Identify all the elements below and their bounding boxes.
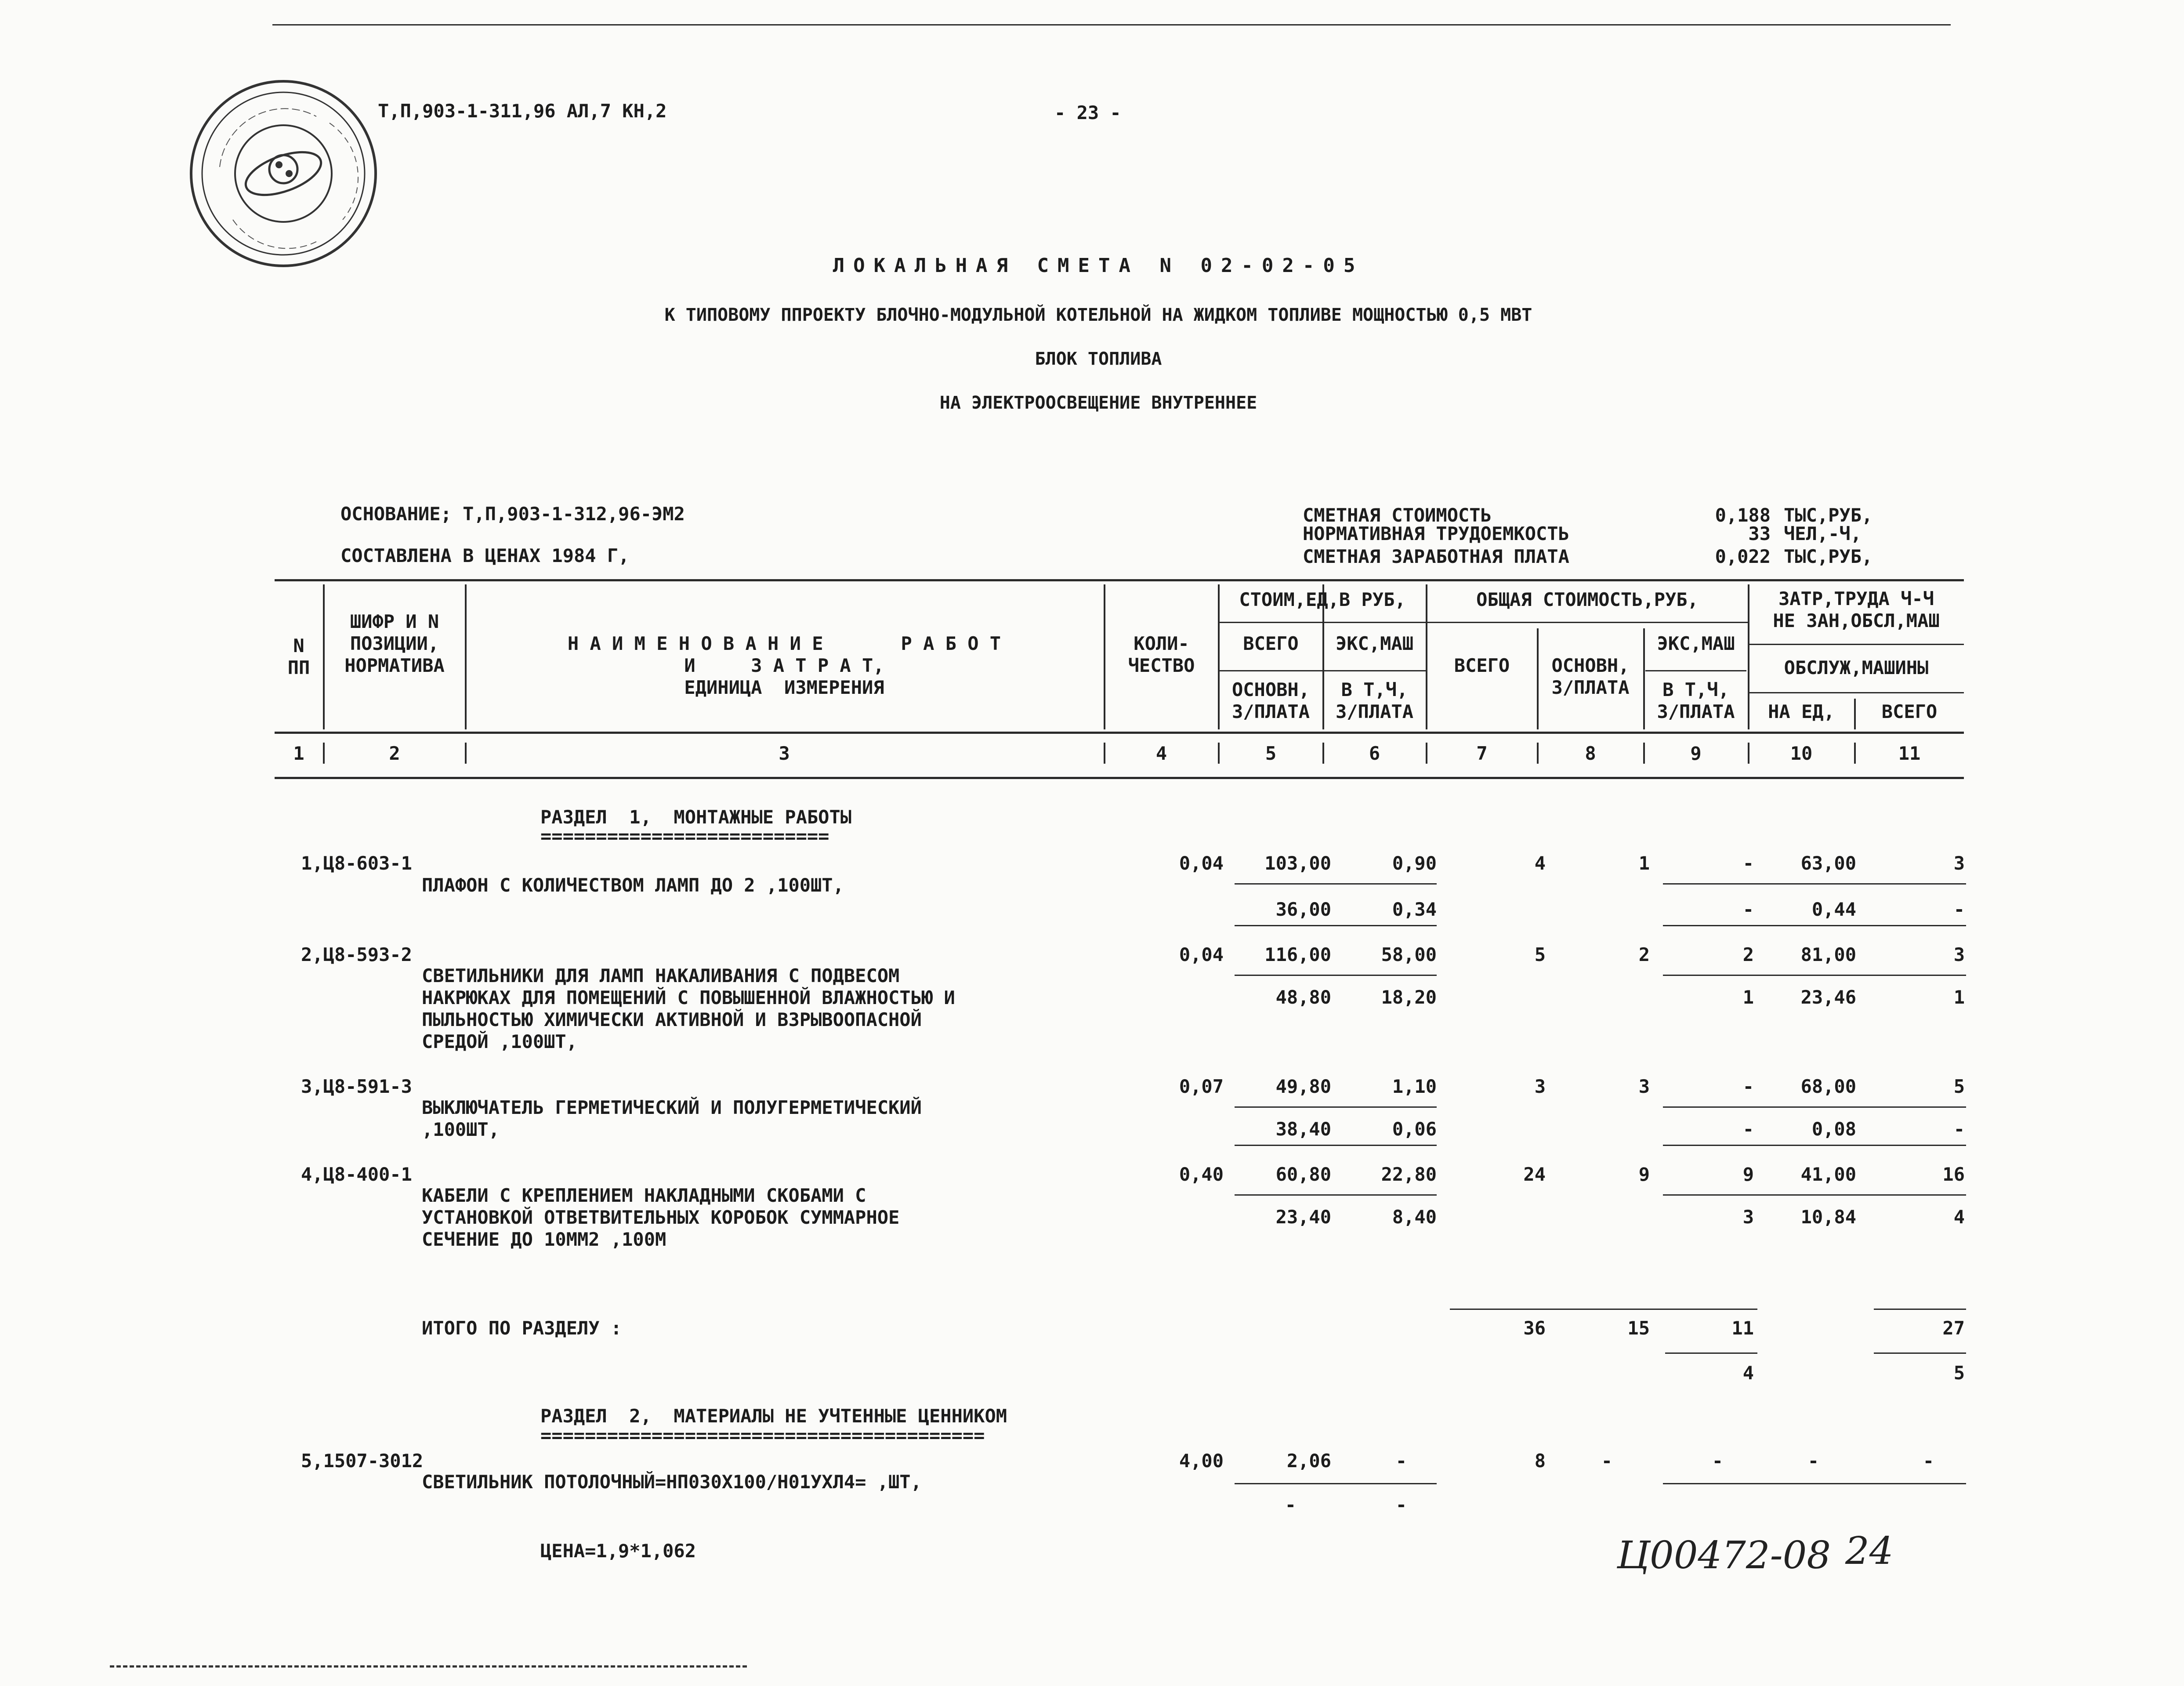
item-unit-machines-wage: - <box>1395 1494 1407 1516</box>
item-machines-wage: 1 <box>1742 986 1754 1008</box>
item-unit-machines-wage: 0,06 <box>1392 1118 1437 1140</box>
page-number: - 23 - <box>1054 102 1121 123</box>
section-title: РАЗДЕЛ 1, МОНТАЖНЫЕ РАБОТЫ <box>540 806 852 828</box>
item-total: 4 <box>1534 852 1546 874</box>
item-labor-total-b: - <box>1953 899 1965 920</box>
item-name: ВЫКЛЮЧАТЕЛЬ ГЕРМЕТИЧЕСКИЙ И ПОЛУГЕРМЕТИЧЕСКИЙ ,100ШТ, <box>422 1097 922 1140</box>
item-total-wage: 9 <box>1638 1164 1650 1185</box>
bottom-rule <box>110 1665 747 1668</box>
item-code: 4,Ц8-400-1 <box>301 1164 412 1185</box>
col-header-num: N ПП <box>287 635 310 678</box>
item-total: 5 <box>1534 944 1546 965</box>
item-unit-wage: 38,40 <box>1275 1118 1331 1140</box>
col-num-7: 7 <box>1476 743 1488 764</box>
item-total-machines: - <box>1742 852 1754 874</box>
item-qty: 0,04 <box>1179 944 1224 965</box>
item-unit-machines: - <box>1395 1450 1407 1472</box>
item-labor-unit: 63,00 <box>1800 852 1856 874</box>
item-labor-unit: 68,00 <box>1800 1076 1856 1097</box>
item-total: 3 <box>1534 1076 1546 1097</box>
summary-value-cost: 0,188 <box>1715 504 1771 526</box>
item-unit-machines: 1,10 <box>1392 1076 1437 1097</box>
col-num-4: 4 <box>1155 743 1167 764</box>
item-labor-total-b: 4 <box>1953 1206 1965 1228</box>
item-total-machines: - <box>1712 1450 1723 1472</box>
section-underline: ========================== <box>540 825 829 847</box>
item-unit-total: 49,80 <box>1275 1076 1331 1097</box>
item-unit-machines: 0,90 <box>1392 852 1437 874</box>
doc-block: БЛОК ТОПЛИВА <box>1035 349 1162 369</box>
item-labor-unit-b: 0,44 <box>1811 899 1856 920</box>
summary-label-cost: СМЕТНАЯ СТОИМОСТЬ <box>1303 504 1492 526</box>
item-unit-wage: 23,40 <box>1275 1206 1331 1228</box>
item-total: 8 <box>1534 1450 1546 1472</box>
item-qty: 0,04 <box>1179 852 1224 874</box>
col-num-3: 3 <box>779 743 790 764</box>
col-header-c7: ВСЕГО <box>1454 655 1510 676</box>
col-header-c6-top: ЭКС,МАШ <box>1335 633 1413 654</box>
summary-value-wage: 0,022 <box>1715 546 1771 567</box>
item-code: 1,Ц8-603-1 <box>301 852 412 874</box>
item-unit-machines-wage: 18,20 <box>1381 986 1437 1008</box>
item-unit-total: 116,00 <box>1264 944 1331 965</box>
section-underline: ======================================== <box>540 1425 985 1446</box>
col-num-1: 1 <box>293 743 304 764</box>
organization-stamp <box>185 75 382 272</box>
col-header-c5-top: ВСЕГО <box>1243 633 1299 654</box>
item-code: 5,1507-3012 <box>301 1450 424 1472</box>
summary-unit-cost: ТЫС,РУБ, <box>1784 504 1873 526</box>
item-labor-total: 5 <box>1953 1076 1965 1097</box>
item-machines-wage: - <box>1742 1118 1754 1140</box>
item-qty: 4,00 <box>1179 1450 1224 1472</box>
item-unit-total: 2,06 <box>1286 1450 1331 1472</box>
prices-line: СОСТАВЛЕНА В ЦЕНАХ 1984 Г, <box>340 545 630 566</box>
item-machines-wage: 3 <box>1742 1206 1754 1228</box>
col-header-total-cost: ОБЩАЯ СТОИМОСТЬ,РУБ, <box>1476 589 1699 610</box>
col-num-2: 2 <box>389 743 400 764</box>
section-total-c11b: 5 <box>1953 1362 1965 1384</box>
summary-value-labor: 33 <box>1748 523 1771 544</box>
section-total-c11: 27 <box>1942 1317 1965 1339</box>
item-name: СВЕТИЛЬНИК ПОТОЛОЧНЫЙ=НП030Х100/Н01УХЛ4= ,ШТ, <box>422 1471 922 1493</box>
item-name: КАБЕЛИ С КРЕПЛЕНИЕМ НАКЛАДНЫМИ СКОБАМИ С УСТАНОВКОЙ ОТВЕТВИТЕЛЬНЫХ КОРОБОК СУММАРНОЕ СЕЧЕНИЕ ДО 10ММ2 ,100М <box>422 1185 900 1250</box>
item-total-machines: 9 <box>1742 1164 1754 1185</box>
item-unit-total: 103,00 <box>1264 852 1331 874</box>
item-machines-wage: - <box>1742 899 1754 920</box>
col-header-c9-bot: В Т,Ч, З/ПЛАТА <box>1657 679 1735 722</box>
item-total-machines: 2 <box>1742 944 1754 965</box>
doc-title: ЛОКАЛЬНАЯ СМЕТА N 02-02-05 <box>833 254 1364 277</box>
section-title: РАЗДЕЛ 2, МАТЕРИАЛЫ НЕ УЧТЕННЫЕ ЦЕННИКОМ <box>540 1405 1007 1427</box>
handwritten-page: 24 <box>1845 1529 1894 1573</box>
section-total-c7: 36 <box>1523 1317 1546 1339</box>
section-total-c8: 15 <box>1627 1317 1650 1339</box>
item-labor-total: 3 <box>1953 852 1965 874</box>
doc-scope: НА ЭЛЕКТРООСВЕЩЕНИЕ ВНУТРЕННЕЕ <box>939 393 1257 413</box>
item-labor-total-b: - <box>1953 1118 1965 1140</box>
section-total-c9b: 4 <box>1742 1362 1754 1384</box>
col-header-unit-cost: СТОИМ,ЕД,В РУБ, <box>1239 589 1406 610</box>
col-header-labor-sub: ОБСЛУЖ,МАШИНЫ <box>1784 657 1929 678</box>
item-unit-wage: - <box>1285 1494 1296 1516</box>
item-total-wage: - <box>1601 1450 1612 1472</box>
item-unit-machines-wage: 0,34 <box>1392 899 1437 920</box>
section-total-label: ИТОГО ПО РАЗДЕЛУ : <box>422 1317 622 1339</box>
top-rule <box>272 24 1951 25</box>
item-labor-total: - <box>1923 1450 1934 1472</box>
summary-unit-labor: ЧЕЛ,-Ч, <box>1784 523 1862 544</box>
section-total-c9: 11 <box>1731 1317 1754 1339</box>
item-labor-total: 3 <box>1953 944 1965 965</box>
doc-subtitle: К ТИПОВОМУ ППРОЕКТУ БЛОЧНО-МОДУЛЬНОЙ КОТЕЛЬНОЙ НА ЖИДКОМ ТОПЛИВЕ МОЩНОСТЬЮ 0,5 МВТ <box>664 305 1532 325</box>
summary-label-labor: НОРМАТИВНАЯ ТРУДОЕМКОСТЬ <box>1303 523 1569 544</box>
item-unit-machines-wage: 8,40 <box>1392 1206 1437 1228</box>
item-unit-machines: 22,80 <box>1381 1164 1437 1185</box>
col-header-code: ШИФР И N ПОЗИЦИИ, НОРМАТИВА <box>344 611 445 676</box>
col-header-name: Н А И М Е Н О В А Н И Е Р А Б О Т И З А Т Р А Т, ЕДИНИЦА ИЗМЕРЕНИЯ <box>567 633 1001 698</box>
col-num-9: 9 <box>1690 743 1702 764</box>
item-total: 24 <box>1523 1164 1546 1185</box>
col-header-labor: ЗАТР,ТРУДА Ч-Ч НЕ ЗАН,ОБСЛ,МАШ <box>1773 588 1940 631</box>
item-unit-total: 60,80 <box>1275 1164 1331 1185</box>
col-header-c9-top: ЭКС,МАШ <box>1657 633 1735 654</box>
item-labor-total: 16 <box>1942 1164 1965 1185</box>
item-total-wage: 3 <box>1638 1076 1650 1097</box>
item-labor-unit-b: 10,84 <box>1800 1206 1856 1228</box>
col-header-c5-bot: ОСНОВН, З/ПЛАТА <box>1231 679 1310 722</box>
item-code: 3,Ц8-591-3 <box>301 1076 412 1097</box>
item-code: 2,Ц8-593-2 <box>301 944 412 965</box>
item-unit-wage: 36,00 <box>1275 899 1331 920</box>
col-header-c10: НА ЕД, <box>1768 701 1835 722</box>
col-num-10: 10 <box>1790 743 1813 764</box>
item-total-wage: 2 <box>1638 944 1650 965</box>
summary-label-wage: СМЕТНАЯ ЗАРАБОТНАЯ ПЛАТА <box>1303 546 1569 567</box>
item-total-wage: 1 <box>1638 852 1650 874</box>
item-labor-total-b: 1 <box>1953 986 1965 1008</box>
doc-reference: Т,П,903-1-311,96 АЛ,7 КН,2 <box>378 100 667 122</box>
item-labor-unit: 81,00 <box>1800 944 1856 965</box>
col-header-c11: ВСЕГО <box>1881 701 1938 722</box>
summary-unit-wage: ТЫС,РУБ, <box>1784 546 1873 567</box>
col-num-11: 11 <box>1898 743 1921 764</box>
item-unit-machines: 58,00 <box>1381 944 1437 965</box>
col-num-8: 8 <box>1585 743 1596 764</box>
col-num-6: 6 <box>1369 743 1380 764</box>
col-header-c8: ОСНОВН, З/ПЛАТА <box>1551 655 1630 698</box>
item-labor-unit-b: 0,08 <box>1811 1118 1856 1140</box>
item-qty: 0,07 <box>1179 1076 1224 1097</box>
item-name: СВЕТИЛЬНИКИ ДЛЯ ЛАМП НАКАЛИВАНИЯ С ПОДВЕСОМ НАКРЮКАХ ДЛЯ ПОМЕЩЕНИЙ С ПОВЫШЕННОЙ ВЛАЖНОСТЬЮ И ПЫЛЬНОСТЬЮ ХИМИЧЕСКИ АКТИВНОЙ И ВЗРЫВООПАСНОЙ СРЕДОЙ ,100ШТ, <box>422 965 955 1052</box>
item-qty: 0,40 <box>1179 1164 1224 1185</box>
item-labor-unit: 41,00 <box>1800 1164 1856 1185</box>
col-header-qty: КОЛИ- ЧЕСТВО <box>1128 633 1195 676</box>
item-labor-unit-b: 23,46 <box>1800 986 1856 1008</box>
item-total-machines: - <box>1742 1076 1754 1097</box>
col-num-5: 5 <box>1265 743 1277 764</box>
col-header-c6-bot: В Т,Ч, З/ПЛАТА <box>1335 679 1413 722</box>
item-price-note: ЦЕНА=1,9*1,062 <box>540 1540 696 1562</box>
item-name: ПЛАФОН С КОЛИЧЕСТВОМ ЛАМП ДО 2 ,100ШТ, <box>422 874 844 896</box>
basis-line: ОСНОВАНИЕ; Т,П,903-1-312,96-ЭМ2 <box>340 503 685 525</box>
handwritten-code: Ц00472-08 <box>1617 1534 1831 1577</box>
item-labor-unit: - <box>1807 1450 1819 1472</box>
item-unit-wage: 48,80 <box>1275 986 1331 1008</box>
